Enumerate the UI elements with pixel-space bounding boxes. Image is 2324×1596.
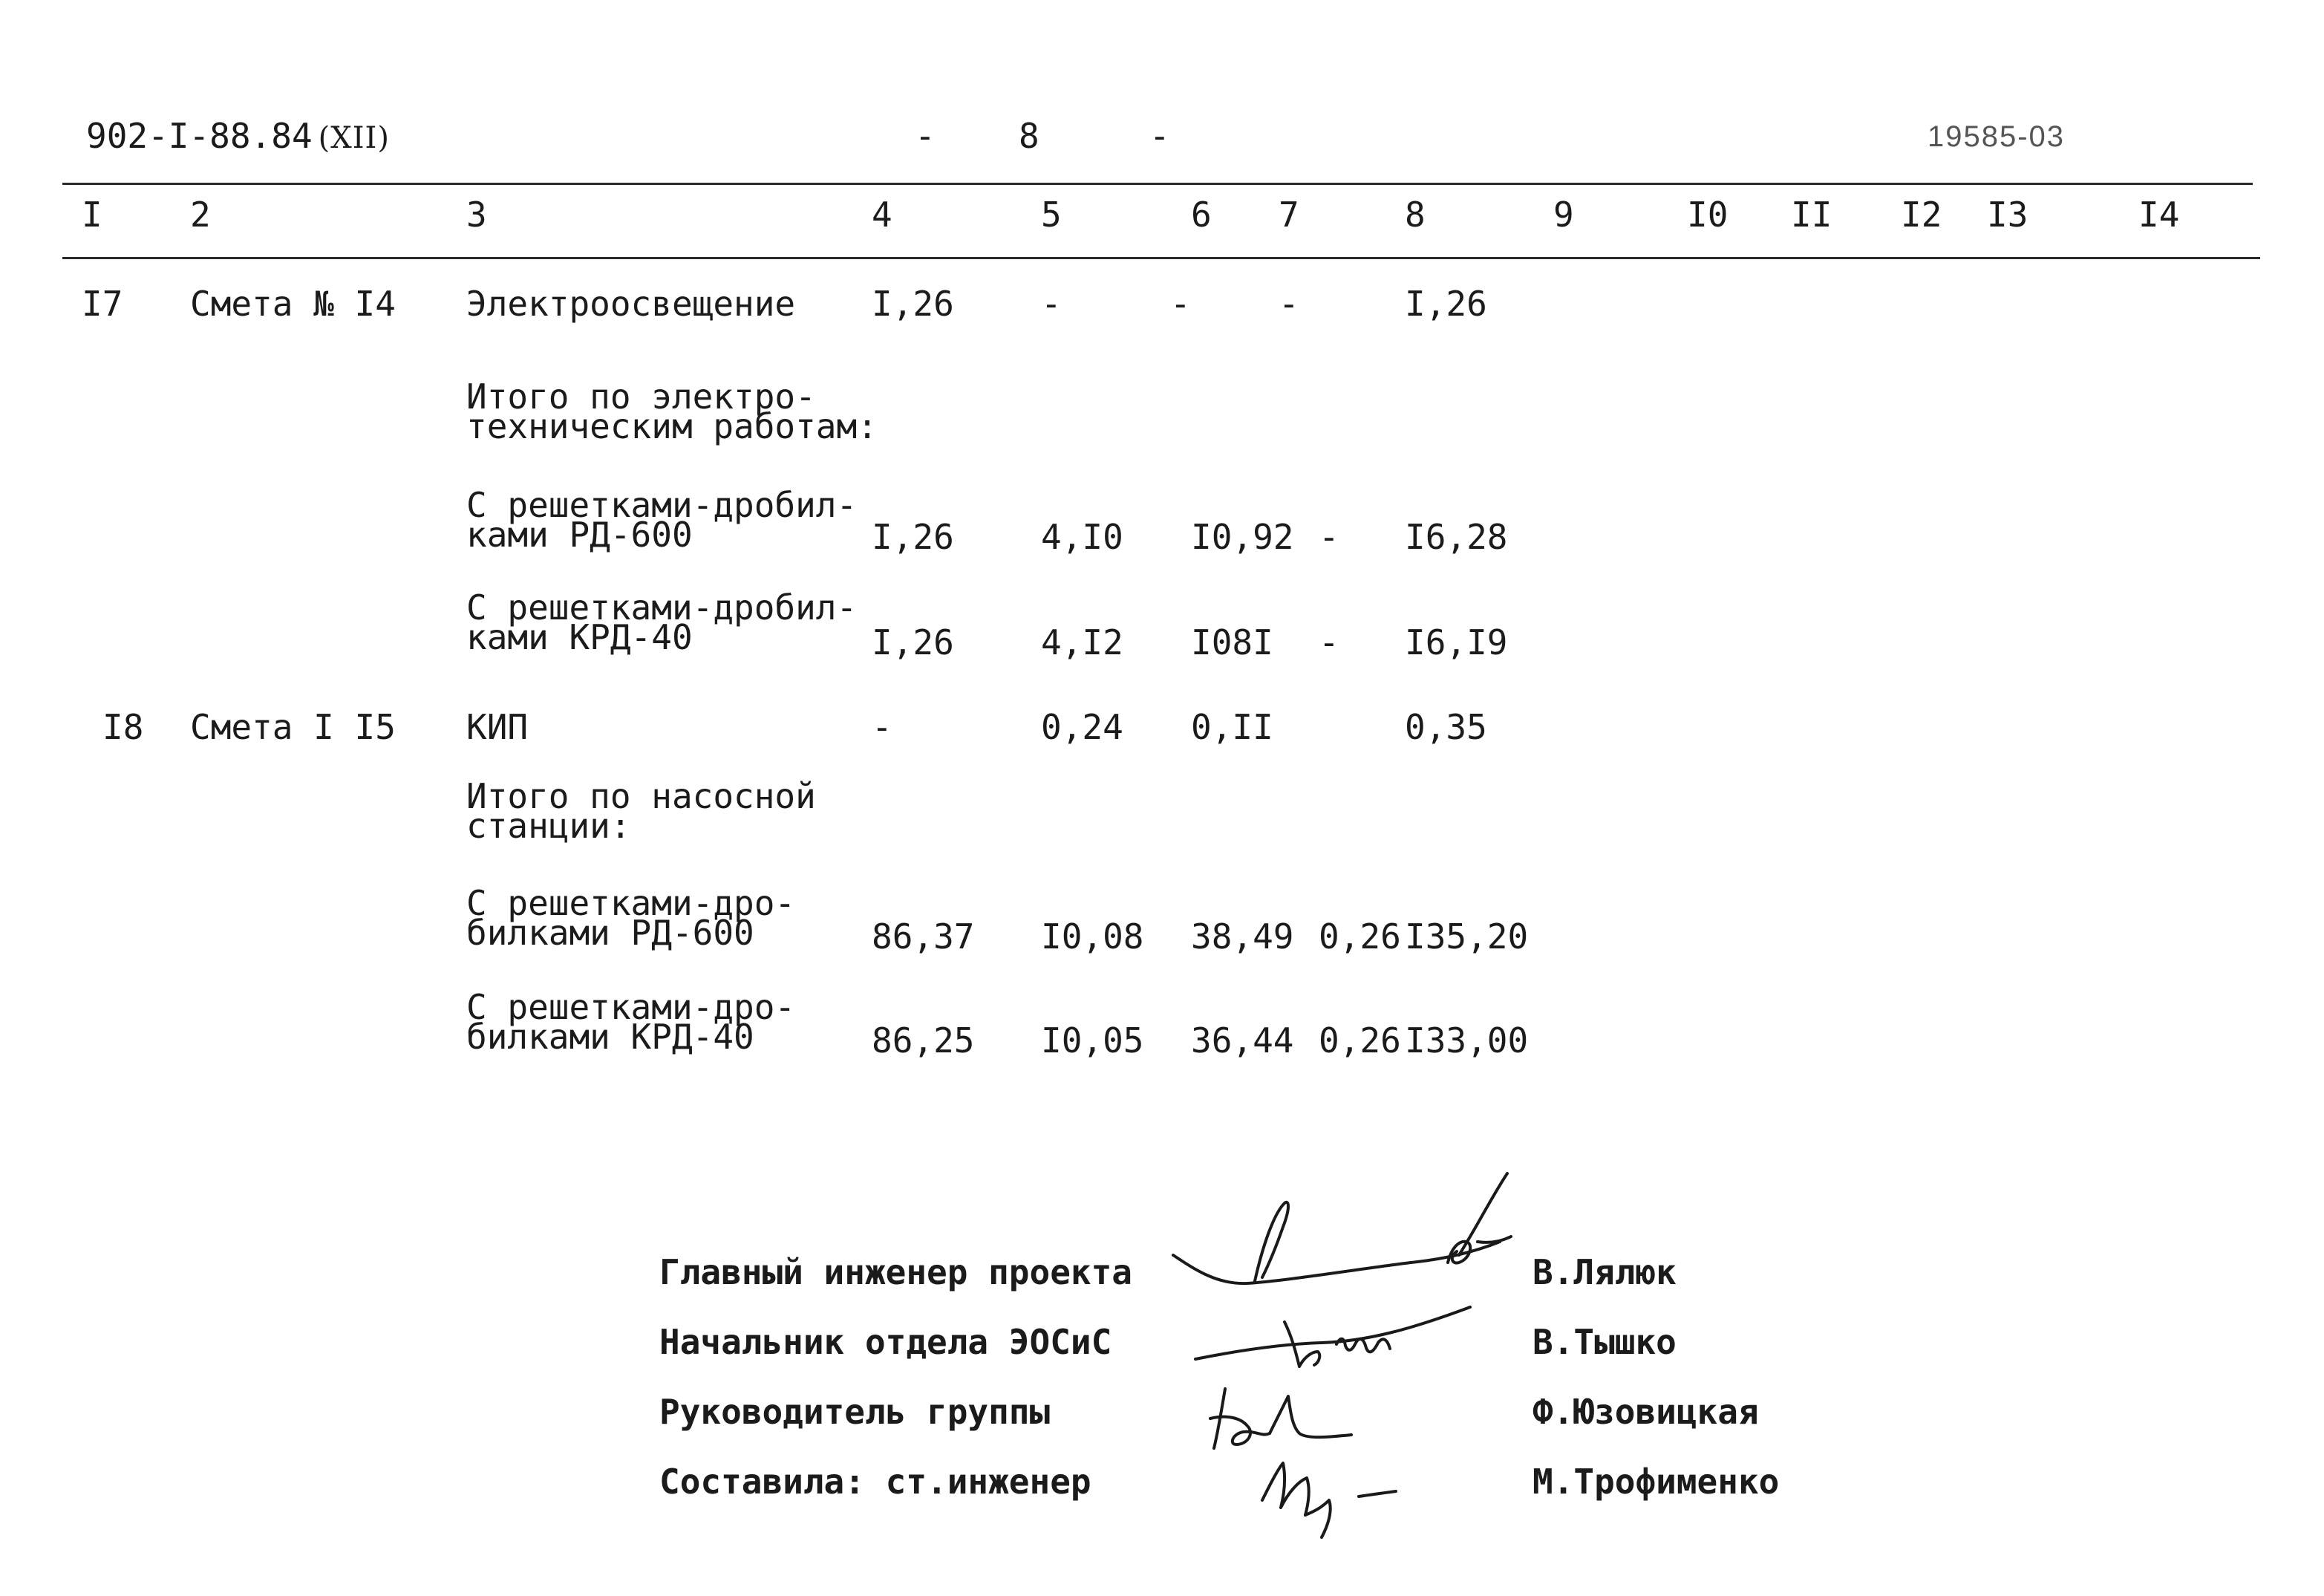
signatory-role: Руководитель группы bbox=[659, 1392, 1051, 1432]
line: Итого по электро- bbox=[466, 377, 816, 417]
signatory-name: В.Тышко bbox=[1533, 1322, 1677, 1362]
col6-value: 36,44 bbox=[1191, 1020, 1294, 1061]
col4-value: 86,25 bbox=[872, 1020, 975, 1061]
line: билками РД-600 bbox=[466, 913, 754, 953]
subtotal-label bbox=[466, 776, 816, 846]
column-header: 3 bbox=[466, 195, 487, 235]
signature-mark-4 bbox=[1247, 1441, 1426, 1545]
col4-value: 86,37 bbox=[872, 916, 975, 957]
variant-label bbox=[466, 883, 796, 953]
col7-value: - bbox=[1319, 622, 1339, 662]
col4-value: - bbox=[872, 707, 892, 747]
column-header: 8 bbox=[1405, 195, 1426, 235]
line: С решетками-дробил- bbox=[466, 485, 858, 525]
col7-value: - bbox=[1319, 517, 1339, 557]
signature-mark-2 bbox=[1188, 1277, 1485, 1381]
variant-label bbox=[466, 587, 858, 657]
line: билками КРД-40 bbox=[466, 1017, 754, 1057]
subtotal-label bbox=[466, 377, 878, 446]
col5-value: 4,I2 bbox=[1041, 622, 1123, 662]
line: С решетками-дро- bbox=[466, 883, 796, 923]
column-header: I3 bbox=[1987, 195, 2028, 235]
col7-value: 0,26 bbox=[1319, 1020, 1401, 1061]
item-name: Электроосвещение bbox=[466, 284, 796, 324]
line: С решетками-дробил- bbox=[466, 587, 858, 628]
col5-value: I0,08 bbox=[1041, 916, 1144, 957]
col4-value: I,26 bbox=[872, 517, 954, 557]
col5-value: I0,05 bbox=[1041, 1020, 1144, 1061]
col4-value: I,26 bbox=[872, 622, 954, 662]
col6-value: I08I bbox=[1191, 622, 1273, 662]
col6-value: 0,II bbox=[1191, 707, 1273, 747]
col8-value: I6,28 bbox=[1405, 517, 1508, 557]
column-header: 2 bbox=[190, 195, 211, 235]
header-bottom-rule bbox=[62, 257, 2260, 259]
col5-value: 4,I0 bbox=[1041, 517, 1123, 557]
column-header: I2 bbox=[1901, 195, 1942, 235]
signatory-name: Ф.Юзовицкая bbox=[1533, 1392, 1759, 1432]
column-header: II bbox=[1791, 195, 1832, 235]
column-header: 5 bbox=[1041, 195, 1062, 235]
col8-value: I35,20 bbox=[1405, 916, 1529, 957]
row-number: I7 bbox=[82, 284, 123, 324]
line: ками РД-600 bbox=[466, 515, 693, 555]
column-header: 9 bbox=[1553, 195, 1574, 235]
signatory-role: Начальник отдела ЭОСиС bbox=[659, 1322, 1112, 1362]
signatory-role: Главный инженер проекта bbox=[659, 1252, 1132, 1292]
line: станции: bbox=[466, 806, 631, 846]
column-header: I0 bbox=[1687, 195, 1729, 235]
page-dash-right: - bbox=[1149, 116, 1170, 156]
col8-value: 0,35 bbox=[1405, 707, 1487, 747]
row-number: I8 bbox=[102, 707, 144, 747]
col8-value: I6,I9 bbox=[1405, 622, 1508, 662]
column-header: 6 bbox=[1191, 195, 1212, 235]
document-code bbox=[86, 116, 390, 156]
col8-value: I33,00 bbox=[1405, 1020, 1529, 1061]
line: С решетками-дро- bbox=[466, 987, 796, 1027]
line: техническим работам: bbox=[466, 406, 878, 446]
page-dash-left: - bbox=[915, 116, 936, 156]
column-header: I bbox=[82, 195, 102, 235]
header-top-rule bbox=[62, 183, 2253, 185]
item-name: КИП bbox=[466, 707, 529, 747]
col7-value: 0,26 bbox=[1319, 916, 1401, 957]
estimate-ref: Смета № I4 bbox=[190, 284, 396, 324]
column-header: 7 bbox=[1279, 195, 1299, 235]
col6-value: - bbox=[1170, 284, 1191, 324]
column-header: 4 bbox=[872, 195, 892, 235]
signatory-role: Составила: ст.инженер bbox=[659, 1462, 1091, 1502]
col6-value: I0,92 bbox=[1191, 517, 1294, 557]
doc-code: 902-I-88.84 bbox=[86, 116, 313, 156]
col7-value: - bbox=[1279, 284, 1299, 324]
col5-value: - bbox=[1041, 284, 1062, 324]
col5-value: 0,24 bbox=[1041, 707, 1123, 747]
col8-value: I,26 bbox=[1405, 284, 1487, 324]
line: Итого по насосной bbox=[466, 776, 816, 816]
album-number: (XII) bbox=[318, 121, 390, 155]
variant-label bbox=[466, 485, 858, 555]
column-header: I4 bbox=[2138, 195, 2180, 235]
page-number: 8 bbox=[1019, 116, 1039, 156]
col6-value: 38,49 bbox=[1191, 916, 1294, 957]
signatory-name: М.Трофименко bbox=[1533, 1462, 1780, 1502]
estimate-ref: Смета I I5 bbox=[190, 707, 396, 747]
signatory-name: В.Лялюк bbox=[1533, 1252, 1677, 1292]
archive-number: 19585-03 bbox=[1928, 120, 2066, 153]
line: ками КРД-40 bbox=[466, 617, 693, 657]
variant-label bbox=[466, 987, 796, 1057]
col4-value: I,26 bbox=[872, 284, 954, 324]
